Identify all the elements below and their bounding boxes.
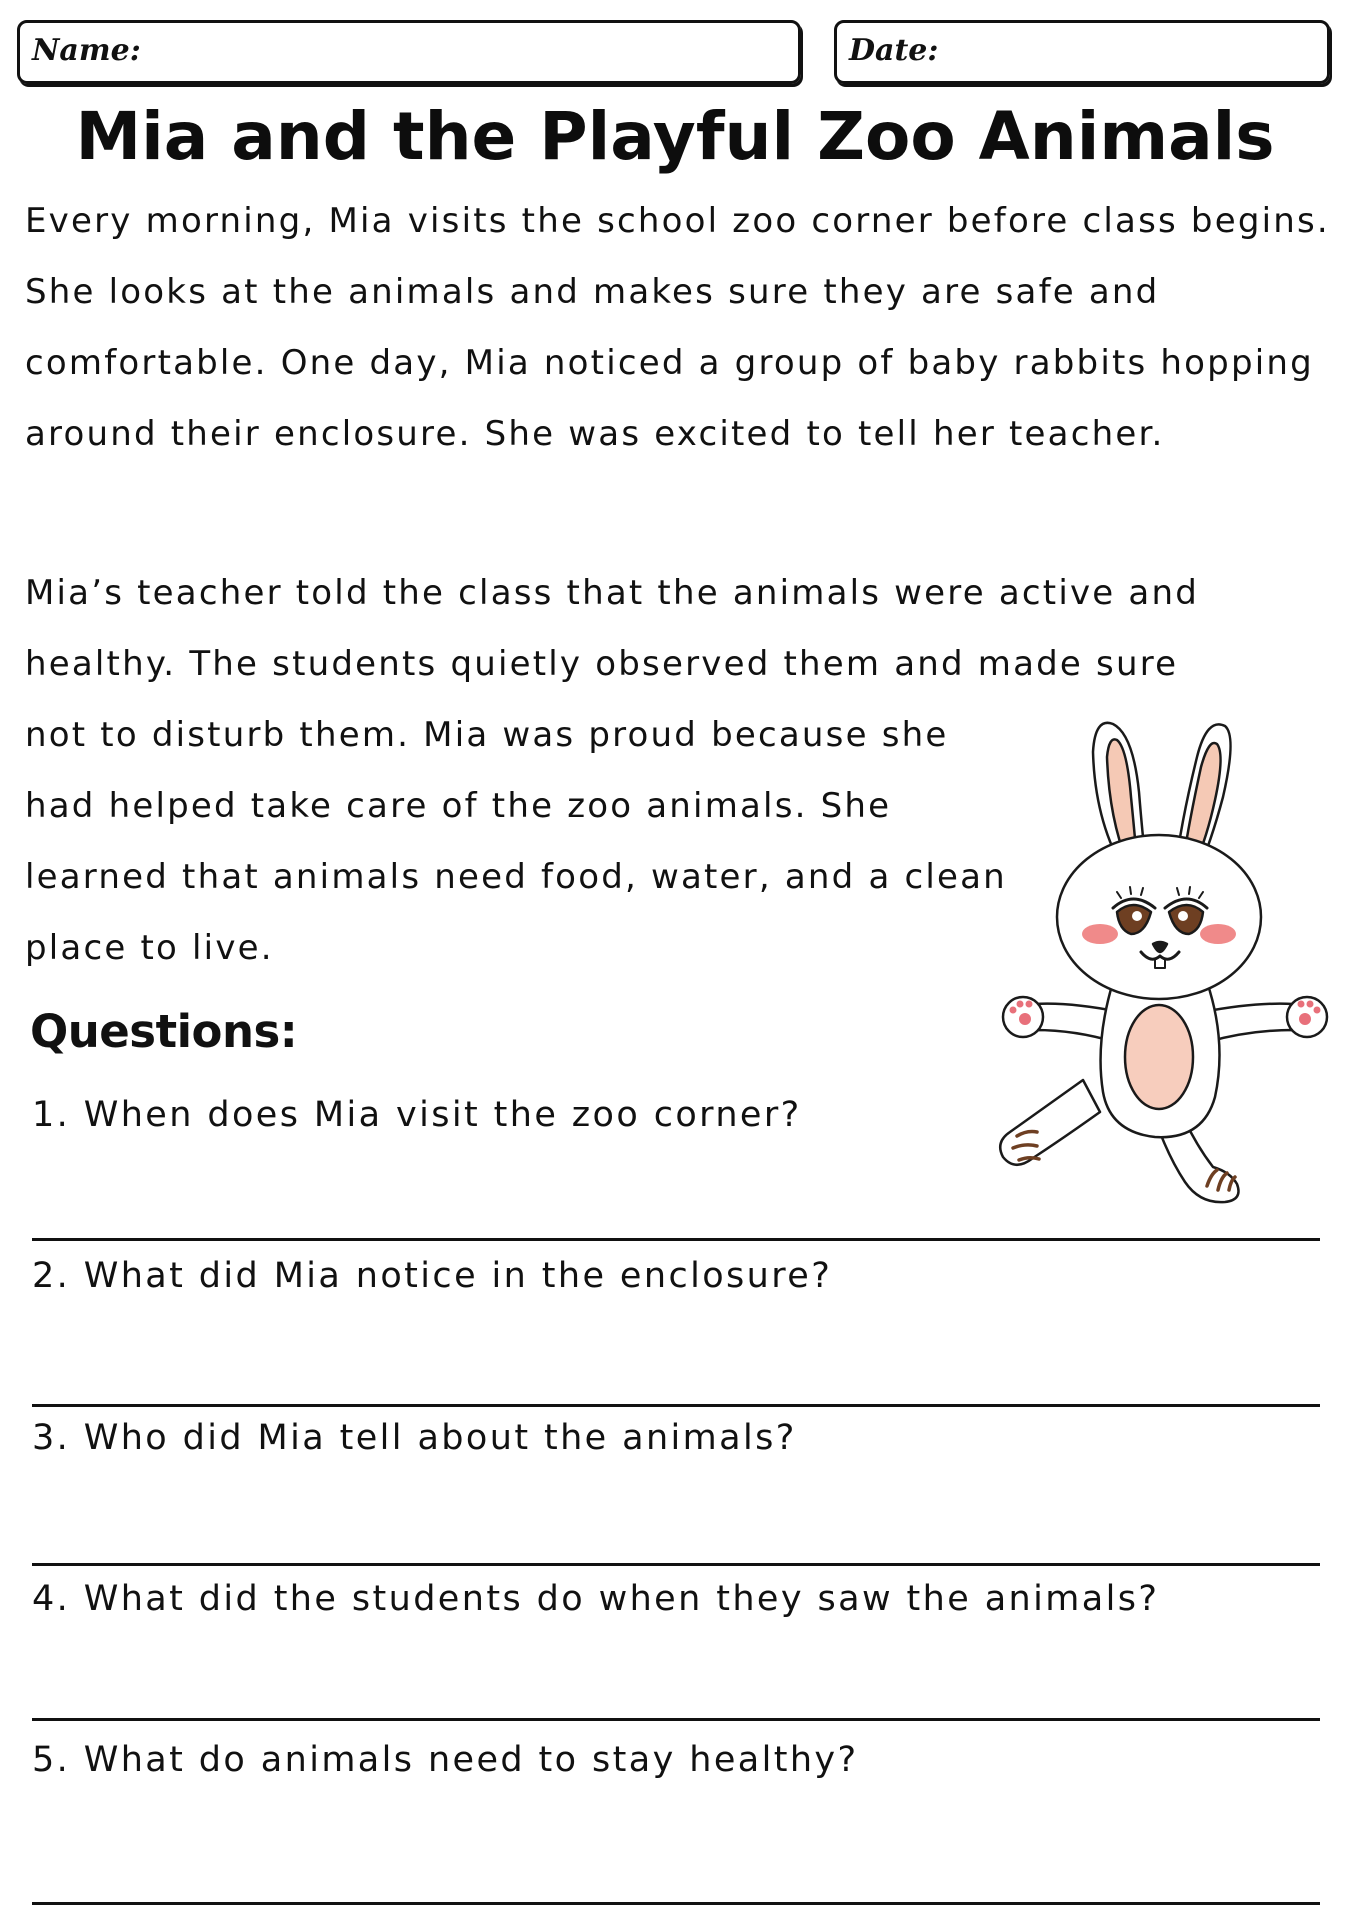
answer-line-5[interactable] <box>32 1902 1320 1905</box>
question-3: 3. Who did Mia tell about the animals? <box>32 1418 797 1458</box>
worksheet-title: Mia and the Playful Zoo Animals <box>75 98 1275 175</box>
answer-line-2[interactable] <box>32 1404 1320 1407</box>
bunny-illustration <box>975 712 1350 1217</box>
date-field[interactable] <box>834 20 1330 84</box>
name-label: Name: <box>32 33 141 68</box>
bunny-head <box>1057 835 1261 999</box>
date-label: Date: <box>849 33 939 68</box>
bunny-leg-left <box>1000 1080 1100 1165</box>
bunny-belly <box>1125 1005 1193 1109</box>
passage-paragraph-2-wide: Mia’s teacher told the class that the animals were active and healthy. The students quietly observed them and made sure <box>25 573 1199 684</box>
answer-line-4[interactable] <box>32 1718 1320 1721</box>
name-field[interactable] <box>17 20 801 84</box>
answer-line-3[interactable] <box>32 1563 1320 1566</box>
question-2: 2. What did Mia notice in the enclosure? <box>32 1256 833 1296</box>
question-1: 1. When does Mia visit the zoo corner? <box>32 1095 802 1135</box>
questions-heading: Questions: <box>30 1005 298 1058</box>
question-4: 4. What did the students do when they saw the animals? <box>32 1579 1160 1619</box>
bunny-cheek-right <box>1200 924 1236 944</box>
passage-paragraph-1: Every morning, Mia visits the school zoo corner before class begins. She looks at the animals and makes sure they are safe and comfortable. One day, Mia noticed a group of baby rabbits hopping around their enclosure. She was excited to tell her teacher. <box>25 201 1330 454</box>
passage-paragraph-2-narrow: not to disturb them. Mia was proud because she had helped take care of the zoo animals. She learned that animals need food, water, and a clean place to live. <box>25 715 1007 968</box>
bunny-cheek-left <box>1082 924 1118 944</box>
answer-line-1[interactable] <box>32 1238 1320 1241</box>
question-5: 5. What do animals need to stay healthy? <box>32 1740 859 1780</box>
